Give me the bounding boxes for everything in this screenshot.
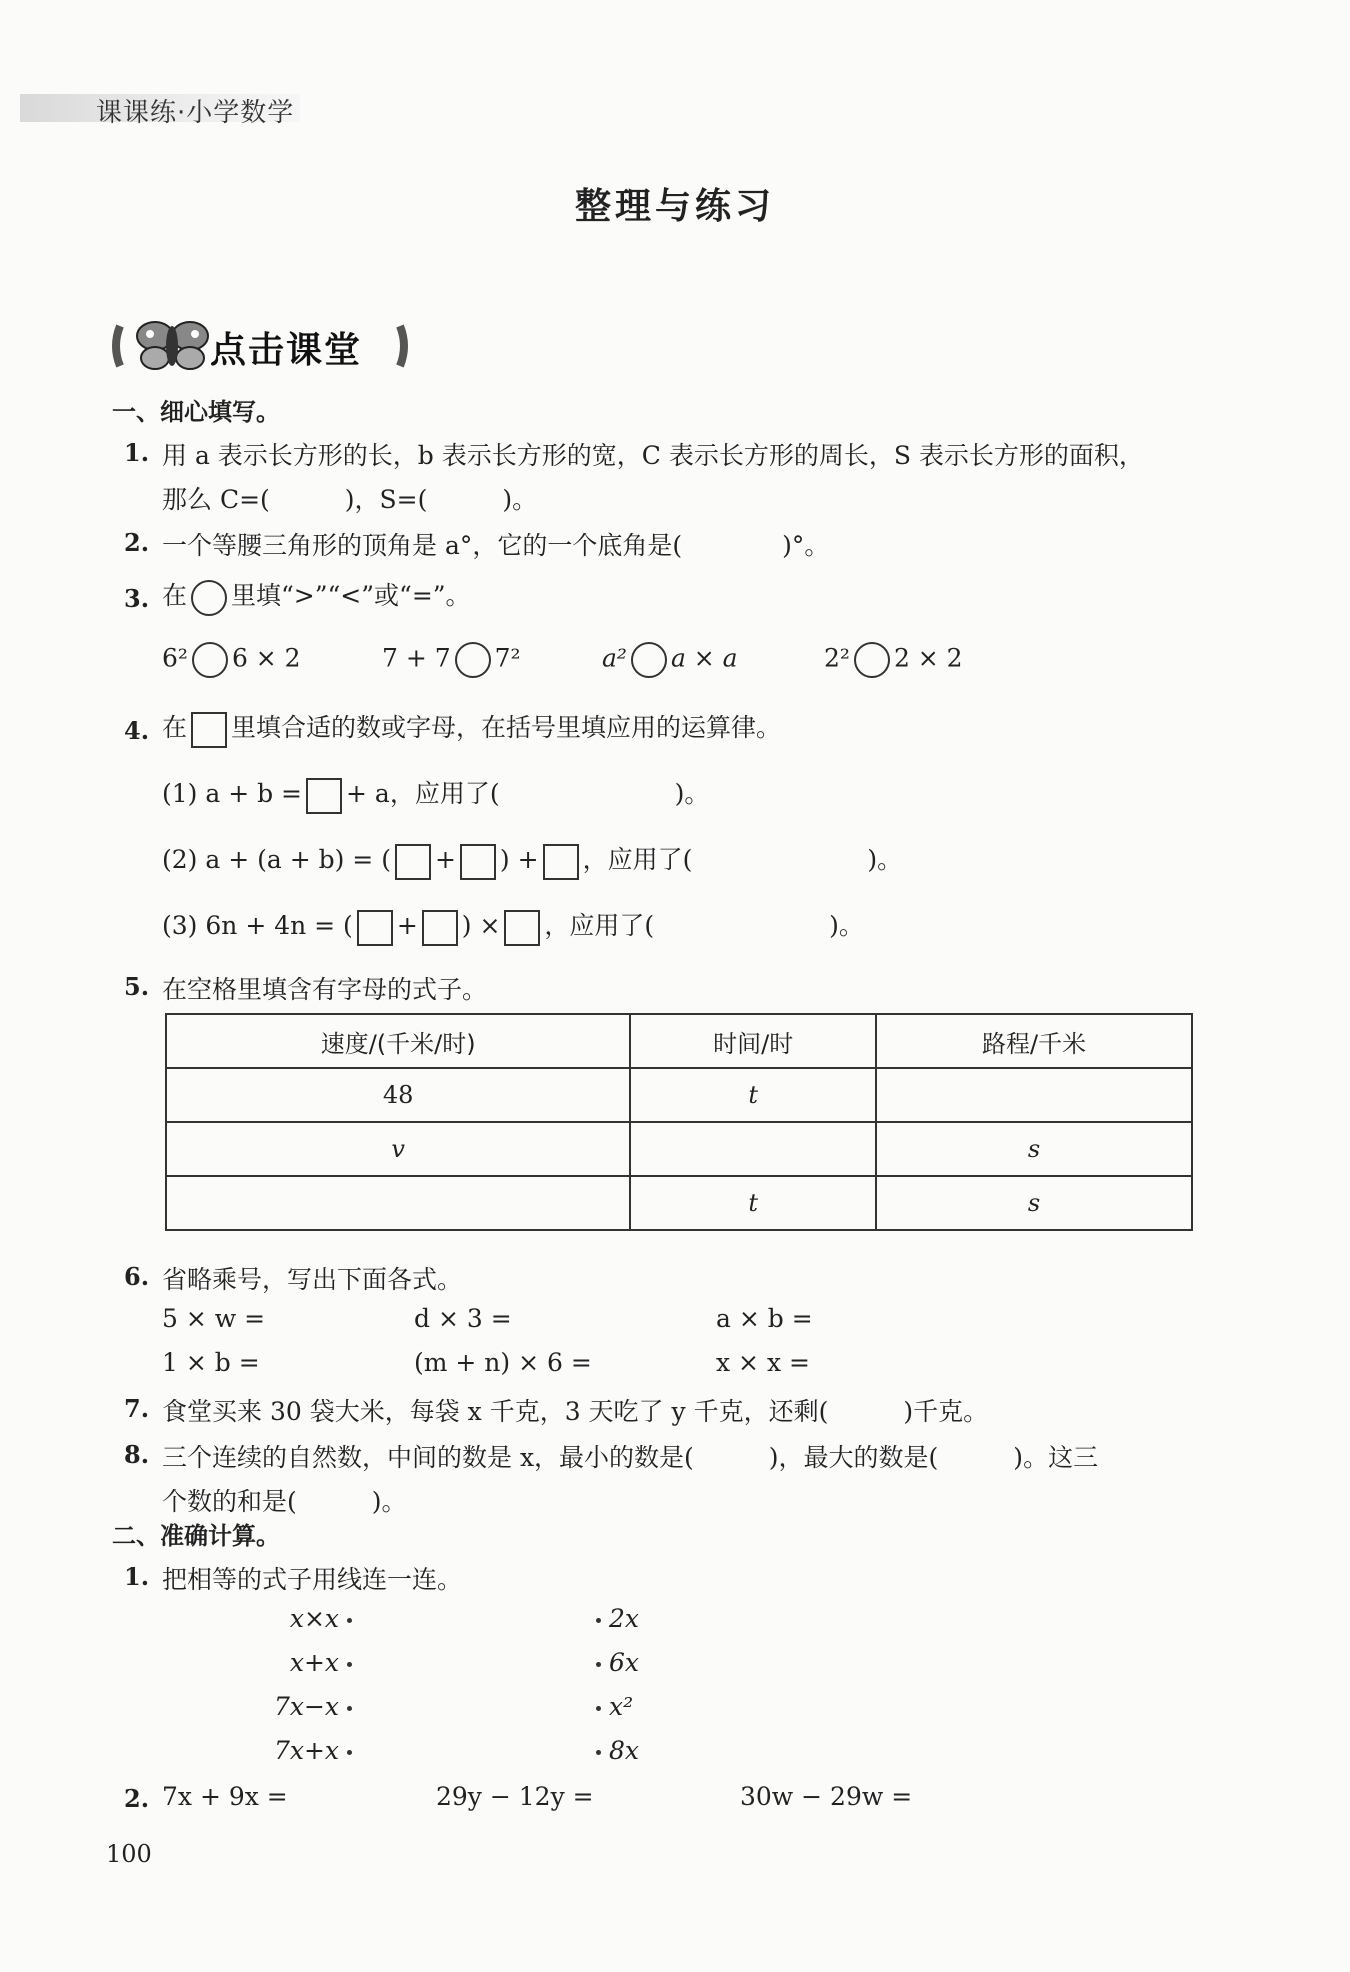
table-header: 速度/(千米/时) [166, 1014, 630, 1068]
match-dot[interactable] [596, 1706, 601, 1711]
q4-p3a: (3) 6n + 4n = ( [162, 911, 353, 940]
table-cell: s [876, 1176, 1192, 1230]
q3-item-3 [602, 642, 738, 678]
q4-p3b: + [396, 911, 418, 940]
q5-number: 5. [124, 972, 150, 1001]
table-cell: t [630, 1176, 876, 1230]
q3-item-right: a × a [670, 643, 738, 673]
q3-pre: 在 [162, 581, 188, 610]
answer-circle[interactable] [455, 642, 491, 678]
q4-pre: 在 [162, 713, 188, 742]
q6-r2c3: x × x = [716, 1348, 810, 1377]
q3-item-1 [162, 642, 301, 678]
q4-p2c: ) + [499, 845, 539, 874]
section1-heading: 一、细心填写。 [112, 398, 280, 426]
match-right: 2x [588, 1604, 639, 1633]
q3-item-right: 7² [494, 643, 521, 673]
q6-r1c3: a × b = [716, 1304, 813, 1333]
q4-p1b: + a，应用了( )。 [346, 779, 710, 808]
q4-p2d: ，应用了( )。 [582, 845, 903, 874]
butterfly-icon [137, 322, 208, 369]
match-right: 6x [588, 1648, 639, 1677]
page-title: 整理与练习 [574, 186, 775, 227]
q3-item-2 [382, 642, 521, 678]
answer-box[interactable] [460, 844, 496, 880]
q3-number: 3. [124, 584, 150, 613]
q6-text: 省略乘号，写出下面各式。 [162, 1265, 463, 1294]
answer-circle[interactable] [192, 642, 228, 678]
section2-heading: 二、准确计算。 [112, 1522, 280, 1550]
match-dot[interactable] [596, 1618, 601, 1623]
q4-p3c: ) × [461, 911, 501, 940]
answer-circle[interactable] [191, 580, 227, 616]
table-cell-blank[interactable] [166, 1176, 630, 1230]
match-dot[interactable] [347, 1618, 352, 1623]
table-row [166, 1176, 1192, 1230]
book-title: 课课练·小学数学 [96, 98, 295, 128]
answer-box[interactable] [191, 712, 227, 748]
q3-item-left: 2² [824, 643, 850, 673]
answer-box[interactable] [306, 778, 342, 814]
q4-text [162, 708, 781, 748]
match-left: x+x [250, 1648, 360, 1677]
answer-box[interactable] [395, 844, 431, 880]
s2q1-text: 把相等的式子用线连一连。 [162, 1565, 463, 1594]
table-cell: s [876, 1122, 1192, 1176]
match-left: 7x+x [250, 1736, 360, 1765]
q1-number: 1. [124, 438, 150, 467]
q4-p3d: ，应用了( )。 [544, 911, 864, 940]
s2q2-item: 29y − 12y = [436, 1782, 594, 1811]
s2q2-number: 2. [124, 1784, 150, 1813]
q8-line1: 三个连续的自然数，中间的数是 x，最小的数是( )，最大的数是( )。这三 [162, 1443, 1099, 1472]
match-left: x×x [250, 1604, 360, 1633]
q6-r2c1: 1 × b = [162, 1348, 260, 1377]
answer-box[interactable] [543, 844, 579, 880]
q6-r1c1: 5 × w = [162, 1304, 266, 1333]
q4-number: 4. [124, 716, 150, 745]
q6-r1c2: d × 3 = [414, 1304, 512, 1333]
page-number: 100 [106, 1840, 152, 1868]
q4-p2a: (2) a + (a + b) = ( [162, 845, 391, 874]
q7-number: 7. [124, 1394, 150, 1423]
match-dot[interactable] [596, 1662, 601, 1667]
q6-r2c2: (m + n) × 6 = [414, 1348, 592, 1377]
q3-item-left: a² [602, 643, 627, 673]
match-right: x² [588, 1692, 633, 1721]
match-dot[interactable] [347, 1750, 352, 1755]
q3-item-right: 6 × 2 [231, 643, 301, 673]
match-dot[interactable] [347, 1662, 352, 1667]
answer-box[interactable] [357, 910, 393, 946]
table-cell: 48 [166, 1068, 630, 1122]
q3-item-right: 2 × 2 [893, 643, 963, 673]
q4-p2b: + [434, 845, 456, 874]
table-row [166, 1068, 1192, 1122]
q4-post: 里填合适的数或字母，在括号里填应用的运算律。 [231, 713, 782, 742]
banner-label: 点击课堂 [210, 330, 363, 371]
speed-table [165, 1013, 1193, 1231]
table-cell: t [630, 1068, 876, 1122]
table-cell-blank[interactable] [876, 1068, 1192, 1122]
answer-box[interactable] [504, 910, 540, 946]
s2q2-item: 7x + 9x = [162, 1782, 288, 1811]
match-dot[interactable] [596, 1750, 601, 1755]
s2q1-number: 1. [124, 1562, 150, 1591]
q1-line1: 用 a 表示长方形的长，b 表示长方形的宽，C 表示长方形的周长，S 表示长方形的面积， [162, 441, 1144, 470]
table-header: 时间/时 [630, 1014, 876, 1068]
q3-text [162, 576, 471, 616]
q8-number: 8. [124, 1440, 150, 1469]
q2-number: 2. [124, 528, 150, 557]
q7-text: 食堂买来 30 袋大米，每袋 x 千克，3 天吃了 y 千克，还剩( )千克。 [162, 1397, 989, 1426]
table-header: 路程/千米 [876, 1014, 1192, 1068]
q3-post: 里填“>”“<”或“=”。 [231, 581, 471, 610]
q3-item-4 [824, 642, 963, 678]
match-left: 7x−x [250, 1692, 360, 1721]
q2-text: 一个等腰三角形的顶角是 a°，它的一个底角是( )°。 [162, 531, 830, 560]
q6-number: 6. [124, 1262, 150, 1291]
table-header-row [166, 1014, 1192, 1068]
match-right: 8x [588, 1736, 639, 1765]
q1-line2: 那么 C=( )，S=( )。 [162, 485, 538, 514]
table-row [166, 1122, 1192, 1176]
q4-part2 [162, 840, 902, 880]
q3-item-left: 7 + 7 [382, 643, 451, 673]
q3-item-left: 6² [162, 643, 188, 673]
answer-circle[interactable] [631, 642, 667, 678]
q4-part1 [162, 774, 709, 814]
q4-part3 [162, 906, 864, 946]
answer-box[interactable] [422, 910, 458, 946]
table-cell-blank[interactable] [630, 1122, 876, 1176]
table-cell: v [166, 1122, 630, 1176]
answer-circle[interactable] [854, 642, 890, 678]
q8-line2: 个数的和是( )。 [162, 1487, 407, 1516]
q5-text: 在空格里填含有字母的式子。 [162, 975, 488, 1004]
match-dot[interactable] [347, 1706, 352, 1711]
q4-p1a: (1) a + b = [162, 779, 303, 808]
s2q2-item: 30w − 29w = [740, 1782, 913, 1811]
